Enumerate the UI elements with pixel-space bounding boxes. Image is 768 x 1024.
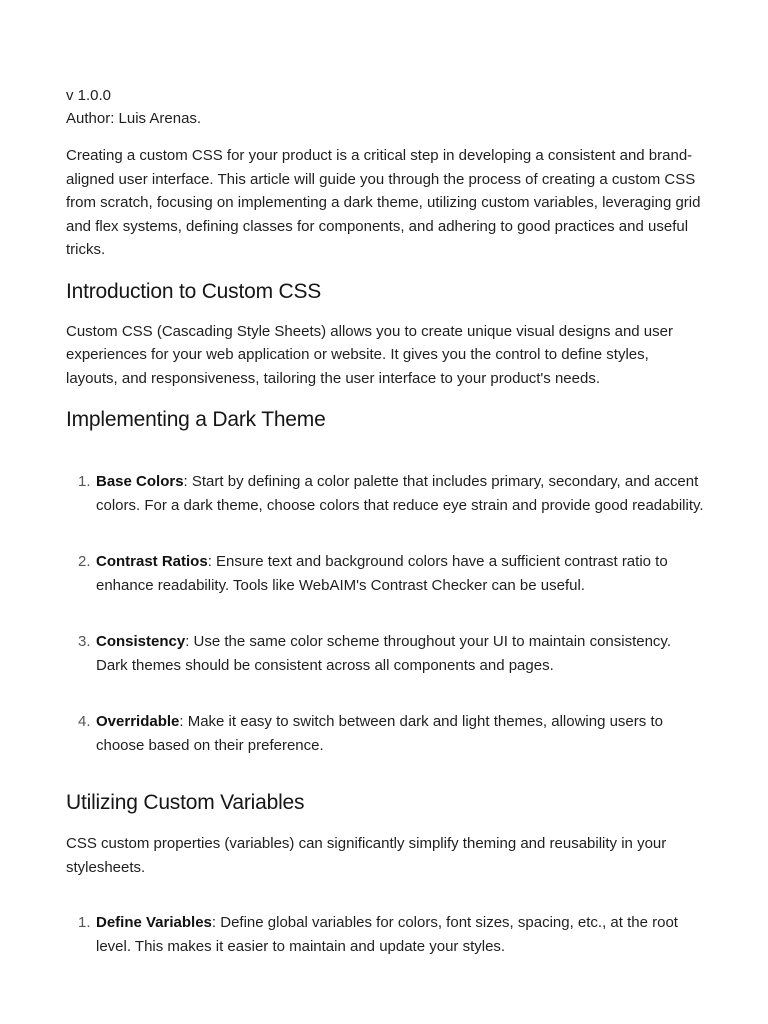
list-item bbox=[66, 911, 704, 958]
list-item-text: : Start by defining a color palette that includes primary, secondary, and accent colors. For a dark theme, choose colors that reduce eye strain and provide good readability. bbox=[96, 473, 704, 514]
dark-theme-list bbox=[66, 470, 704, 757]
list-item-text: : Define global variables for colors, font sizes, spacing, etc., at the root level. This makes it easier to maintain and update your styles. bbox=[96, 914, 678, 955]
list-item-term: Overridable bbox=[96, 713, 180, 730]
custom-variables-list bbox=[66, 911, 704, 958]
list-item-number: 1. bbox=[78, 473, 91, 490]
section-heading-custom-css: Introduction to Custom CSS bbox=[66, 279, 322, 303]
list-item-number: 1. bbox=[78, 914, 91, 931]
list-item-term: Consistency bbox=[96, 633, 186, 650]
section-heading-dark-theme: Implementing a Dark Theme bbox=[66, 408, 326, 431]
list-item bbox=[66, 630, 704, 677]
version-label: v 1.0.0 bbox=[66, 87, 112, 104]
list-item bbox=[66, 710, 704, 757]
list-item-text: : Ensure text and background colors have a sufficient contrast ratio to enhance readability. Tools like WebAIM's Contrast Checker can be useful. bbox=[96, 553, 668, 594]
list-item-term: Define Variables bbox=[96, 914, 212, 931]
section-heading-custom-variables: Utilizing Custom Variables bbox=[66, 791, 305, 814]
list-item bbox=[66, 550, 704, 597]
list-item-number: 3. bbox=[78, 633, 91, 650]
list-item-term: Base Colors bbox=[96, 473, 184, 490]
list-item-term: Contrast Ratios bbox=[96, 553, 208, 570]
list-item-number: 2. bbox=[78, 553, 91, 570]
list-item bbox=[66, 470, 704, 517]
author-label: Author: Luis Arenas. bbox=[66, 110, 202, 127]
list-item-text: : Make it easy to switch between dark and light themes, allowing users to choose based on their preference. bbox=[96, 713, 663, 754]
list-item-text: : Use the same color scheme throughout your UI to maintain consistency. Dark themes should be consistent across all components and pages. bbox=[96, 633, 671, 674]
section-paragraph-custom-css: Custom CSS (Cascading Style Sheets) allows you to create unique visual designs and user experiences for your web application or website. It gives you the control to define styles, layouts, and responsiveness, tailoring the user interface to your product's needs. bbox=[66, 322, 673, 387]
list-item-number: 4. bbox=[78, 713, 91, 730]
intro-paragraph: Creating a custom CSS for your product is a critical step in developing a consistent and brand-aligned user interface. This article will guide you through the process of creating a custom CSS from scratch, focusing on implementing a dark theme, utilizing custom variables, leveraging grid and flex systems, defining classes for components, and adhering to good practices and useful tricks. bbox=[66, 147, 701, 258]
section-paragraph-custom-variables: CSS custom properties (variables) can significantly simplify theming and reusability in your stylesheets. bbox=[66, 835, 667, 876]
